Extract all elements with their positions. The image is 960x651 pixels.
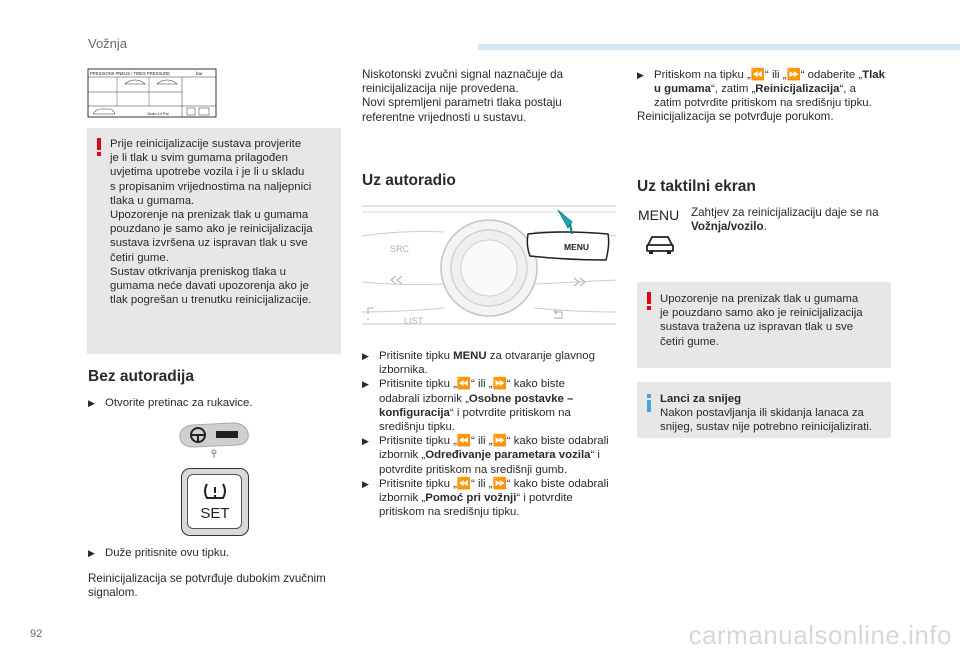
glovebox-illustration [178,422,250,460]
steps-list-middle [362,349,618,519]
arrow-bullet-icon: ▶ [362,478,369,489]
arrow-bullet-icon: ▶ [362,351,369,361]
radio-list-label: LIST [404,316,424,326]
watermark: carmanualsonline.info [688,620,952,650]
steps-list-left-2 [88,546,338,560]
tire-pressure-icon [202,482,228,502]
radio-src-label: SRC [390,244,410,254]
info-box-snow-chains: Lanci za snijeg Nakon postavljanja ili skidanja lanaca za snijeg, sustav nije potrebno reinicijalizirati. [637,382,891,438]
confirm-text: Reinicijalizacija se potvrđuje dubokim zvučnim signalom. [88,572,326,600]
steps-list-left [88,396,338,410]
steps-list-right [637,68,897,111]
warning-line: Prije reinicijalizacije sustava provjerite [110,138,302,150]
warning-line: Sustav otkrivanja preniskog tlaka u [110,265,287,278]
warning-line: tlak pogrešan u trenutku reinicijalizacije. [110,294,312,307]
warning-line: uvjetima upotrebe vozila i je li u skladu [110,166,305,179]
warning-line: sustava izvršena uz ispravan tlak u sve [110,237,308,250]
info-icon [645,394,653,412]
exclamation-icon [645,292,653,310]
car-icon [645,233,675,255]
step-item: ▶ Pritiskom na tipku „⏪“ ili „⏩“ odaberite „Tlak u gumama“, zatim „Reinicijalizacija“, a zatim potvrdite pritiskom na središnju tipku. [637,69,885,110]
step-item: ▶ Pritisnite tipku „⏪“ ili „⏩“ kako biste odabrali izbornik „Određivanje parametara vozila“ i potvrdite pritiskom na središnji gumb. [362,435,609,476]
arrow-bullet-icon: ▶ [362,436,369,447]
arrow-bullet-icon: ▶ [88,548,95,558]
step-item: ▶ Pritisnite tipku MENU za otvaranje glavnog izbornika. [362,350,595,377]
step-item: ▶ Duže pritisnite ovu tipku. [88,547,230,559]
heading-uz-autoradio: Uz autoradio [362,172,456,189]
warning-box-touchscreen: Upozorenje na prenizak tlak u gumama je pouzdano samo ako je reinicijalizacija sustava tražena uz ispravan tlak u sve četiri gume. [637,282,891,368]
heading-bez-autoradija: Bez autoradija [88,368,194,385]
warning-line: gumama neće davati upozorenja ako je [110,280,309,293]
chapter-title: Vožnja [88,36,128,51]
set-label: SET [200,505,230,522]
warning-line: pouzdano je samo ako je reinicijalizacija [110,223,313,236]
warning-box-reinit [87,128,341,354]
exclamation-icon [95,138,103,156]
page-number: 92 [30,628,43,640]
heading-uz-taktilni-ekran: Uz taktilni ekran [637,178,756,195]
warning-line: tlaka u gumama. [110,194,195,207]
step-item: ▶ Pritisnite tipku „⏪“ ili „⏩“ kako biste odabrali izbornik „Pomoć pri vožnji“ i potvrdite pritiskom na središnju tipku. [362,477,609,519]
step-item: ▶ Pritisnite tipku „⏪“ ili „⏩“ kako biste odabrali izbornik „Osobne postavke – konfiguracija“ i potvrdite pritiskom na središnju tipku. [362,378,574,434]
arrow-bullet-icon: ▶ [88,398,95,408]
header-bar [478,44,960,50]
tire-pressure-label-diagram [87,68,217,118]
intro-text: Niskotonski zvučni signal naznačuje da reinicijalizacija nije provedena. Novi spremljeni parametri tlaka postaju referentne vrijednosti u sustavu. [362,68,564,124]
menu-label: MENU [638,207,680,223]
label-header-text: PRESSIONS PNEUS / TIRES PRESSURE [90,71,170,76]
warning-line: s propisanim vrijednostima na naljepnici [110,180,312,193]
arrow-bullet-icon: ▶ [362,379,369,390]
warning-line: Upozorenje na prenizak tlak u gumama [110,209,309,222]
request-text: Zahtjev za reinicijalizaciju daje se na Vožnja/vozilo. [691,206,879,234]
step-item: ▶ Otvorite pretinac za rukavice. [88,397,253,409]
warning-line: je li tlak u svim gumama prilagođen [110,152,288,165]
confirm-message-text: Reinicijalizacija se potvrđuje porukom. [637,110,834,123]
label-bottom-text: 1bar=14 Psi [147,111,169,116]
radio-panel-illustration [362,198,616,334]
radio-menu-label: MENU [564,242,590,252]
arrow-bullet-icon: ▶ [637,70,644,80]
warning-line: četiri gume. [110,251,169,264]
label-right-text: bar [196,71,203,76]
set-button-illustration [181,468,249,536]
